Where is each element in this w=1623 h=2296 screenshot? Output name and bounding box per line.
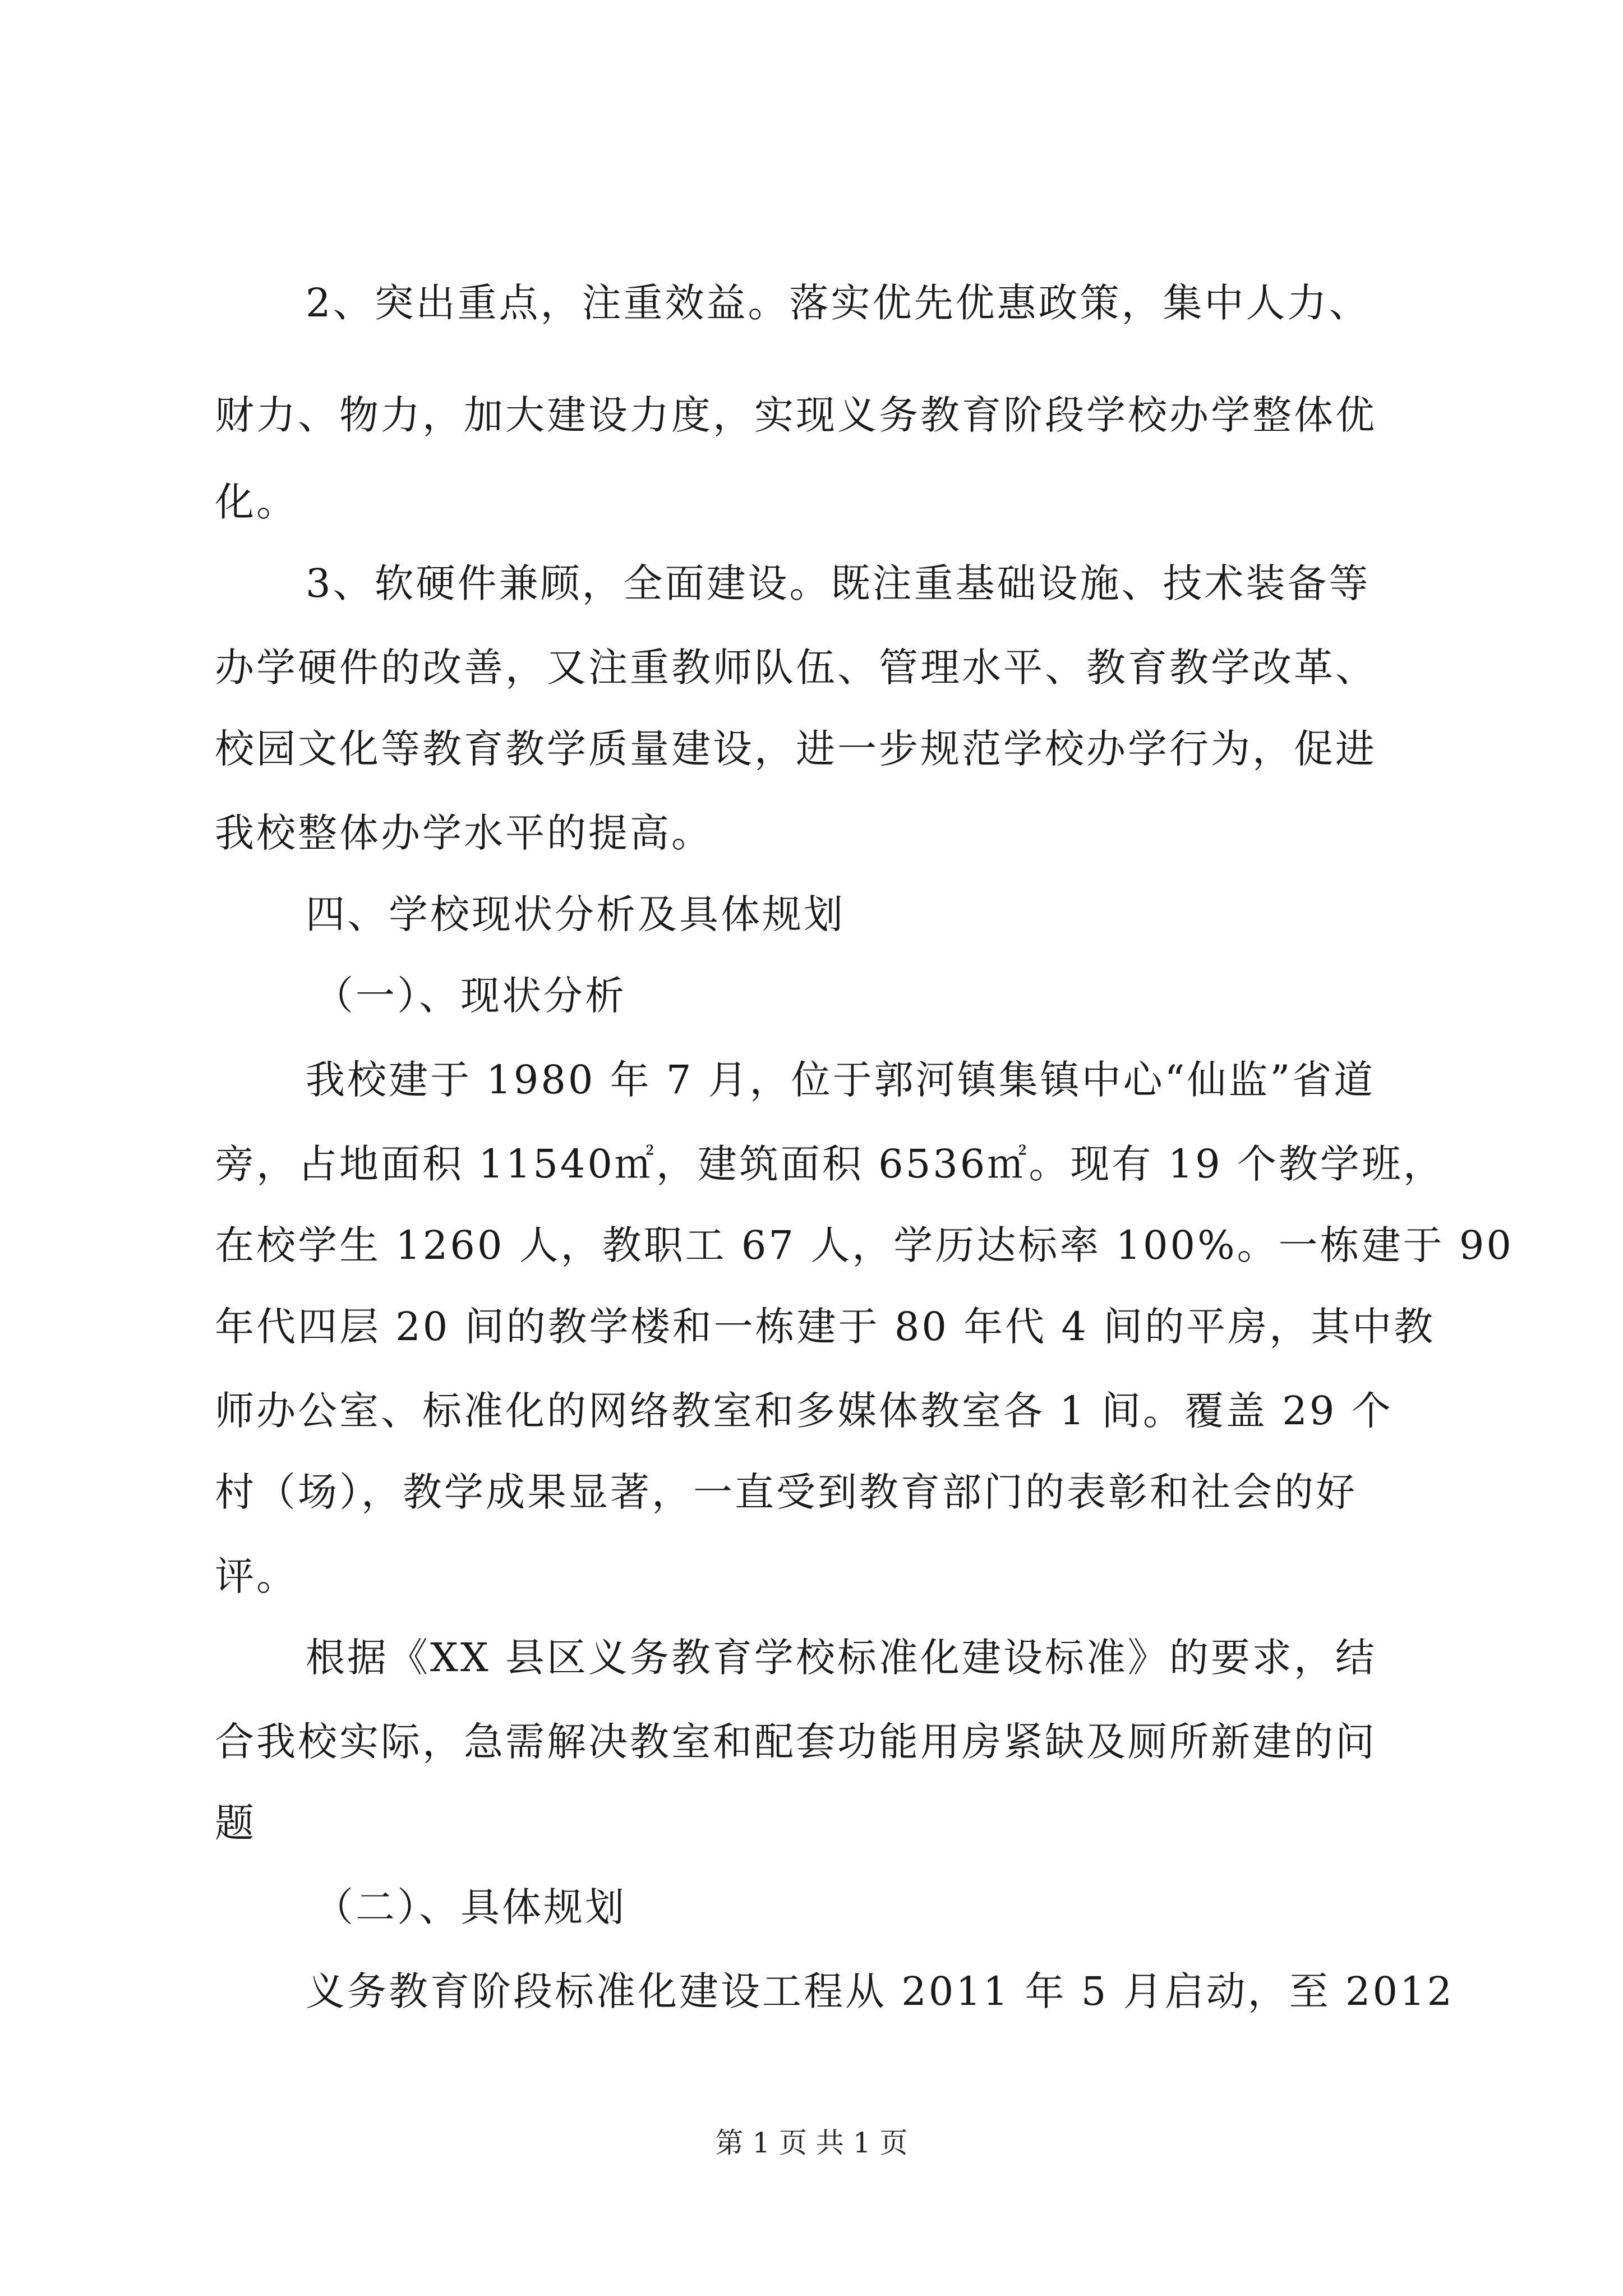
text-line: 合我校实际，急需解决教室和配套功能用房紧缺及厕所新建的问 xyxy=(215,1719,1377,1765)
text-line: 2、突出重点，注重效益。落实优先优惠政策，集中人力、 xyxy=(306,280,1371,326)
text-line: 题 xyxy=(215,1800,256,1846)
subsection-heading: （二）、具体规划 xyxy=(314,1884,626,1930)
text-line: 我校整体办学水平的提高。 xyxy=(215,810,713,856)
text-line: 我校建于 1980 年 7 月，位于郭河镇集镇中心“仙监”省道 xyxy=(306,1057,1376,1103)
text-line: 在校学生 1260 人，教职工 67 人，学历达标率 100%。一栋建于 90 xyxy=(215,1222,1514,1268)
subsection-heading: （一）、现状分析 xyxy=(314,973,626,1019)
text-line: 师办公室、标准化的网络教室和多媒体教室各 1 间。覆盖 29 个 xyxy=(215,1388,1393,1434)
text-line: 义务教育阶段标准化建设工程从 2011 年 5 月启动，至 2012 xyxy=(306,1968,1455,2014)
text-line: 年代四层 20 间的教学楼和一栋建于 80 年代 4 间的平房，其中教 xyxy=(215,1304,1436,1350)
section-heading: 四、学校现状分析及具体规划 xyxy=(306,891,845,937)
text-line: 评。 xyxy=(215,1553,298,1599)
text-line: 3、软硬件兼顾，全面建设。既注重基础设施、技术装备等 xyxy=(306,560,1371,606)
text-line: 村（场），教学成果显著，一直受到教育部门的表彰和社会的好 xyxy=(215,1469,1357,1515)
text-line: 根据《XX 县区义务教育学校标准化建设标准》的要求，结 xyxy=(306,1635,1377,1681)
text-line: 财力、物力，加大建设力度，实现义务教育阶段学校办学整体优 xyxy=(215,392,1377,438)
text-line: 办学硬件的改善，又注重教师队伍、管理水平、教育教学改革、 xyxy=(215,645,1377,691)
page-number-footer: 第 1 页 共 1 页 xyxy=(715,2127,908,2159)
text-line: 旁，占地面积 11540㎡，建筑面积 6536㎡。现有 19 个教学班， xyxy=(215,1141,1445,1187)
text-line: 化。 xyxy=(215,479,298,525)
text-line: 校园文化等教育教学质量建设，进一步规范学校办学行为，促进 xyxy=(215,726,1377,772)
